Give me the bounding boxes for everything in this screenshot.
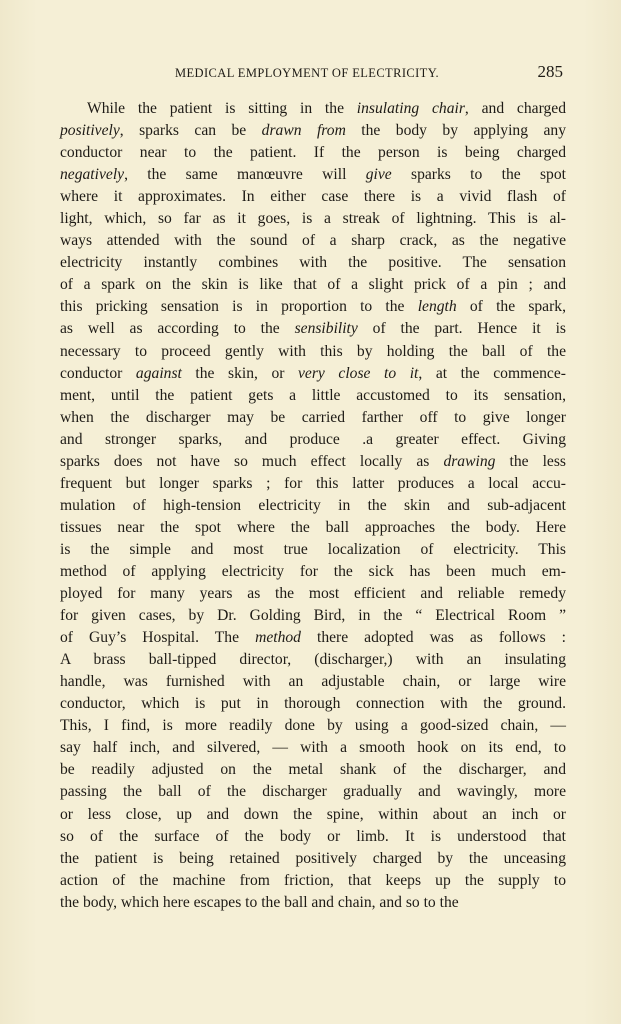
text-line: [60, 385, 566, 407]
text-segment: of the part. Hence it is: [357, 320, 566, 338]
text-line: [60, 781, 566, 803]
body-paragraph: [60, 98, 566, 914]
text-line: [60, 759, 566, 781]
text-line: [60, 605, 566, 627]
text-line: [60, 318, 566, 340]
text-line: [60, 627, 566, 649]
text-segment: sparks to the spot: [391, 166, 566, 184]
text-segment: , the same manœuvre will: [124, 166, 366, 184]
text-segment: electricity instantly combines with the positive. The sensation: [60, 254, 566, 272]
text-line: [60, 252, 566, 274]
text-segment: of a spark on the skin is like that of a slight prick of a pin ; and: [60, 276, 566, 294]
text-segment: method of applying electricity for the sick has been much em-: [60, 562, 566, 580]
text-line: [60, 693, 566, 715]
text-segment: when the discharger may be carried farther off to give longer: [60, 408, 566, 426]
text-line: [60, 848, 566, 870]
text-segment: tissues near the spot where the ball approaches the body. Here: [60, 518, 566, 536]
text-line: [60, 517, 566, 539]
text-segment: conductor: [60, 364, 136, 382]
text-line: [60, 274, 566, 296]
italic-text: against: [135, 364, 182, 382]
text-line: [60, 407, 566, 429]
text-line: [60, 495, 566, 517]
text-segment: or less close, up and down the spine, within about an inch or: [60, 805, 566, 823]
text-segment: the less: [495, 452, 566, 470]
text-line: [60, 98, 566, 120]
text-segment: for given cases, by Dr. Golding Bird, in the “ Electrical Room ”: [60, 607, 566, 625]
text-segment: there adopted was as follows :: [300, 629, 567, 647]
text-segment: this pricking sensation is in proportion to the: [60, 298, 418, 316]
text-line: [60, 164, 566, 186]
text-segment: ployed for many years as the most efficient and reliable remedy: [60, 585, 566, 603]
text-line: [60, 870, 566, 892]
text-line: [60, 539, 566, 561]
text-segment: frequent but longer sparks ; for this latter produces a local accu-: [60, 474, 566, 492]
text-segment: This, I find, is more readily done by using a good-sized chain, —: [60, 717, 566, 735]
text-line: [60, 429, 566, 451]
running-head: [60, 63, 566, 83]
text-segment: , at the commence-: [418, 364, 566, 382]
text-segment: conductor near to the patient. If the person is being charged: [60, 144, 566, 162]
text-line: [60, 804, 566, 826]
text-segment: ment, until the patient gets a little accustomed to its sensation,: [60, 386, 566, 404]
text-segment: sparks does not have so much effect locally as: [60, 452, 444, 470]
text-line: [60, 208, 566, 230]
italic-text: insulating chair: [356, 100, 465, 117]
italic-text: negatively: [60, 166, 125, 184]
text-segment: say half inch, and silvered, — with a smooth hook on its end, to: [60, 739, 566, 757]
text-segment: While the patient is sitting in the: [87, 100, 357, 117]
text-segment: be readily adjusted on the metal shank of the discharger, and: [60, 761, 566, 779]
running-title: MEDICAL EMPLOYMENT OF ELECTRICITY.: [175, 66, 440, 80]
text-segment: , and charged: [464, 100, 566, 117]
text-line: [60, 737, 566, 759]
page-number: 285: [537, 62, 563, 81]
italic-text: method: [255, 629, 301, 647]
text-line: [60, 120, 566, 142]
italic-text: drawn from: [261, 122, 346, 140]
text-line: [60, 715, 566, 737]
text-line: [60, 296, 566, 318]
text-line: [60, 230, 566, 252]
italic-text: drawing: [443, 452, 496, 470]
text-segment: , sparks can be: [119, 122, 262, 140]
text-segment: as well as according to the: [60, 320, 295, 338]
text-line: [60, 473, 566, 495]
italic-text: give: [365, 166, 392, 184]
text-line: [60, 826, 566, 848]
text-line: [60, 142, 566, 164]
text-line: [60, 583, 566, 605]
text-segment: conductor, which is put in thorough connection with the ground.: [60, 695, 566, 713]
italic-text: sensibility: [294, 320, 358, 338]
text-segment: passing the ball of the discharger gradually and wavingly, more: [60, 783, 566, 801]
italic-text: positively: [60, 122, 120, 140]
text-segment: the patient is being retained positively charged by the unceasing: [60, 849, 566, 867]
text-segment: ways attended with the sound of a sharp crack, as the negative: [60, 232, 566, 250]
text-segment: mulation of high-tension electricity in the skin and sub-adjacent: [60, 496, 566, 514]
text-segment: is the simple and most true localization of electricity. This: [60, 540, 566, 558]
text-line: [60, 451, 566, 473]
italic-text: very close to it: [298, 364, 419, 382]
text-segment: so of the surface of the body or limb. It is understood that: [60, 827, 566, 845]
text-line: [60, 186, 566, 208]
text-segment: the body, which here escapes to the ball and chain, and so to the: [60, 893, 459, 911]
text-line: [60, 561, 566, 583]
text-segment: where it approximates. In either case there is a vivid flash of: [60, 188, 566, 206]
text-segment: necessary to proceed gently with this by holding the ball of the: [60, 342, 566, 360]
text-segment: action of the machine from friction, that keeps up the supply to: [60, 871, 566, 889]
text-line: [60, 363, 566, 385]
text-segment: handle, was furnished with an adjustable chain, or large wire: [60, 673, 566, 691]
text-segment: and stronger sparks, and produce .a greater effect. Giving: [60, 430, 566, 448]
text-segment: the body by applying any: [345, 122, 566, 140]
text-line: [60, 892, 566, 914]
text-segment: light, which, so far as it goes, is a streak of lightning. This is al-: [60, 210, 566, 228]
text-segment: of the spark,: [456, 298, 566, 316]
text-segment: of Guy’s Hospital. The: [60, 629, 256, 647]
text-segment: A brass ball-tipped director, (discharger,) with an insulating: [60, 651, 566, 669]
text-segment: the skin, or: [181, 364, 299, 382]
text-line: [60, 649, 566, 671]
text-line: [60, 671, 566, 693]
text-line: [60, 341, 566, 363]
italic-text: length: [417, 298, 457, 316]
